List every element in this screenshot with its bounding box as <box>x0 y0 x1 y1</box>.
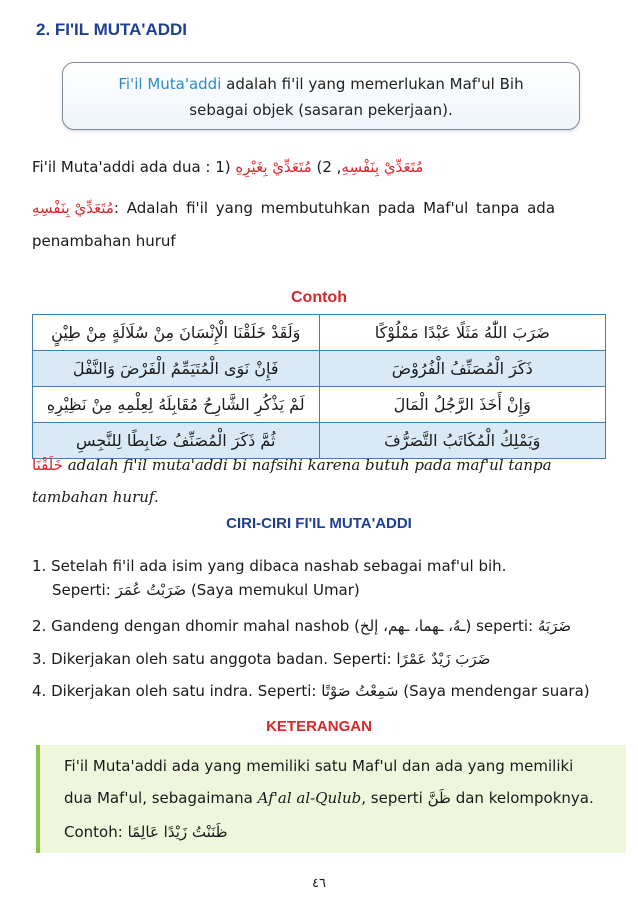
page-number: ٤٦ <box>312 876 326 891</box>
keterangan-line2d: dan kelompoknya. <box>450 789 594 807</box>
explain1-arabic: مُتَعَدِّيْ بِنَفْسِهِ <box>32 199 114 217</box>
table-row <box>33 387 606 423</box>
ciri-2 <box>32 615 571 637</box>
example-cell: وَإِنْ أَخَذَ الرَّجُلُ الْمَالَ <box>319 387 606 423</box>
explain1-text: : Adalah fi'il yang membutuhkan pada Maf'ul tanpa ada <box>113 199 556 217</box>
section-heading: 2. FI'IL MUTA'ADDI <box>36 20 188 39</box>
explain2-arabic: خَلَقْنَا <box>32 456 63 474</box>
ciri-2-text: 2. Gandeng dengan dhomir mahal nashob <box>32 617 350 635</box>
keterangan-line2a: dua Maf'ul, sebagaimana <box>64 789 258 807</box>
definition-rest: adalah fi'il yang memerlukan Maf'ul Bih <box>221 75 524 93</box>
ciri-4 <box>32 680 590 702</box>
ciri-4-suffix: (Saya mendengar suara) <box>403 682 590 700</box>
example-cell: ذَكَرَ الْمُصَنِّفُ الْفُرُوْضَ <box>319 351 606 387</box>
division-prefix: Fi'il Muta'addi ada dua : 1) <box>32 158 231 176</box>
explain2-line1 <box>32 454 552 476</box>
keterangan-line2c: , seperti <box>361 789 428 807</box>
example-cell: لَمْ يَذْكُرِ الشَّارِحُ مُقَابِلَهُ لِعِلْمِهِ مِنْ نَظِيْرِهِ <box>33 387 320 423</box>
explain1-line1 <box>32 197 555 219</box>
example-cell: ضَرَبَ اللّٰهُ مَثَلًا عَبْدًا مَمْلُوْكًا <box>319 315 606 351</box>
ciri-2-arabic: ضَرَبَهُ <box>537 617 572 635</box>
keterangan-box <box>36 745 626 853</box>
explain1-line2: penambahan huruf <box>32 232 176 250</box>
ciri-1-line2 <box>52 579 360 601</box>
ciri-3-arabic: ضَرَبَ زَيْدٌ عَمْرًا <box>396 650 491 668</box>
definition-term: Fi'il Muta'addi <box>118 75 222 93</box>
keterangan-line2b: Af'al al-Qulub <box>257 789 362 807</box>
keterangan-heading: KETERANGAN <box>266 718 372 735</box>
ciri-2-seperti: seperti: <box>476 617 534 635</box>
division-line <box>32 156 423 178</box>
definition-box <box>62 62 580 130</box>
contoh-title: Contoh <box>291 289 347 306</box>
division-type2: مُتَعَدِّيْ بِغَيْرِهِ <box>235 158 312 176</box>
example-cell: وَلَقَدْ خَلَقْنَا الْإِنْسَانَ مِنْ سُلَالَةٍ مِنْ طِيْنٍ <box>33 315 320 351</box>
ciri-1-line1: 1. Setelah fi'il ada isim yang dibaca nashab sebagai maf'ul bih. <box>32 557 507 575</box>
ciri-4-arabic: سَمِعْتُ صَوْتًا <box>321 682 399 700</box>
ciri-4-text: 4. Dikerjakan oleh satu indra. Seperti: <box>32 682 317 700</box>
keterangan-line1: Fi'il Muta'addi ada yang memiliki satu Maf'ul dan ada yang memiliki <box>64 757 574 775</box>
ciri-3-text: 3. Dikerjakan oleh satu anggota badan. Seperti: <box>32 650 392 668</box>
example-cell: فَإِنْ نَوَى الْمُتَيَمِّمُ الْفَرْضَ وَالنَّفْلَ <box>33 351 320 387</box>
explain2-line2: tambahan huruf. <box>32 488 159 506</box>
keterangan-contoh-label: Contoh: <box>64 823 123 841</box>
keterangan-line2 <box>64 789 594 807</box>
table-row <box>33 351 606 387</box>
definition-line2: sebagai objek (sasaran pekerjaan). <box>189 101 453 119</box>
division-sep: , 2) <box>316 158 342 176</box>
keterangan-contoh <box>64 823 228 841</box>
ciri-1-suffix: (Saya memukul Umar) <box>190 581 360 599</box>
keterangan-line2-arabic: ظَنَّ <box>427 789 451 807</box>
division-type1: مُتَعَدِّيْ بِنَفْسِهِ <box>341 158 424 176</box>
ciri-1-arabic: ضَرَبْتُ عُمَرَ <box>115 581 187 599</box>
keterangan-contoh-arabic: ظَنَنْتُ زَيْدًا عَالِمًا <box>127 823 228 841</box>
ciri-3 <box>32 648 490 670</box>
ciri-2-paren: (ـهُ، ـهما، ـهم، إلخ) <box>354 617 472 635</box>
example-cell: ثُمَّ ذَكَرَ الْمُصَنِّفُ ضَابِطًا لِلنَّجِسِ <box>33 423 320 459</box>
table-row <box>33 315 606 351</box>
explain2-text: adalah fi'il muta'addi bi nafsihi karena butuh pada maf'ul tanpa <box>67 456 552 474</box>
ciri-heading: CIRI-CIRI FI'IL MUTA'ADDI <box>226 515 412 532</box>
ciri-1-prefix: Seperti: <box>52 581 111 599</box>
examples-table <box>32 314 606 459</box>
example-cell: وَيَمْلِكُ الْمُكَاتَبُ التَّصَرُّفَ <box>319 423 606 459</box>
